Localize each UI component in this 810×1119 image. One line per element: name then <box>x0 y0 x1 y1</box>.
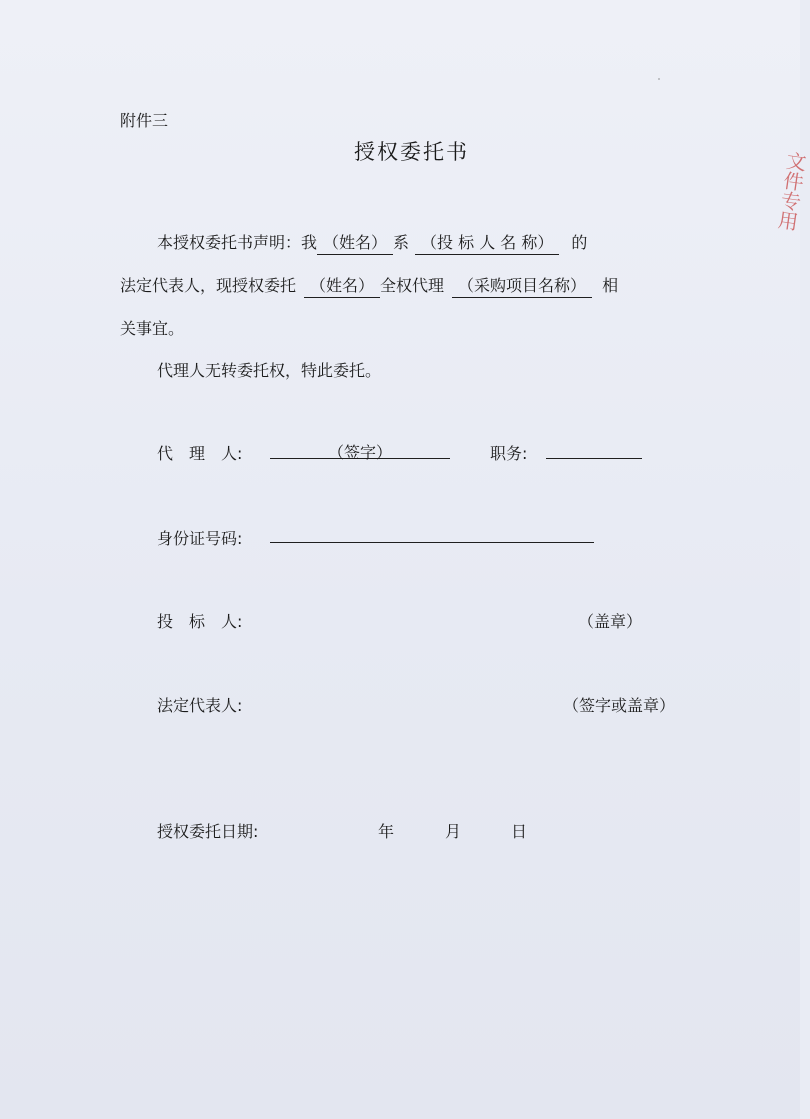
id-number-label: 身份证号码: <box>157 529 243 548</box>
bidder-seal-hint: （盖章） <box>578 612 643 631</box>
id-number-line <box>270 542 594 543</box>
date-month: 月 <box>445 822 462 841</box>
position-label: 职务: <box>490 444 528 463</box>
agent-sign-hint: （签字） <box>327 443 392 462</box>
legal-representative-hint: （签字或盖章） <box>563 696 676 715</box>
document-title: 授权委托书 <box>354 140 469 164</box>
authorization-date-label: 授权委托日期: <box>157 822 259 841</box>
declaration-line-2 <box>120 273 618 298</box>
position-line <box>546 458 642 459</box>
agent-name-field: （姓名） <box>304 276 380 298</box>
date-day: 日 <box>511 822 528 841</box>
agent-label: 代 理 人: <box>157 444 243 463</box>
date-year: 年 <box>378 822 395 841</box>
project-name-field: （采购项目名称） <box>452 276 592 298</box>
declaration-mid: 系 <box>393 233 410 252</box>
no-subdelegation-statement: 代理人无转委托权，特此委托。 <box>157 361 382 380</box>
bidder-label: 投 标 人: <box>157 612 243 631</box>
declaration-lead: 本授权委托书声明：我 <box>157 233 318 252</box>
attachment-label: 附件三 <box>120 111 169 130</box>
red-stamp-edge: 文件专用 <box>773 149 809 233</box>
declaration-line-3: 关事宜。 <box>120 319 185 338</box>
declaration-tail: 的 <box>571 233 588 252</box>
legal-representative-label: 法定代表人: <box>157 696 243 715</box>
paper-speck <box>658 78 660 80</box>
authorization-tail: 相 <box>602 276 619 295</box>
declaration-line-1 <box>157 230 587 255</box>
bidder-name-field: （投 标 人 名 称） <box>415 233 559 255</box>
authorization-mid: 全权代理 <box>380 276 445 295</box>
authorization-lead: 法定代表人，现授权委托 <box>120 276 297 295</box>
principal-name-field: （姓名） <box>317 233 393 255</box>
